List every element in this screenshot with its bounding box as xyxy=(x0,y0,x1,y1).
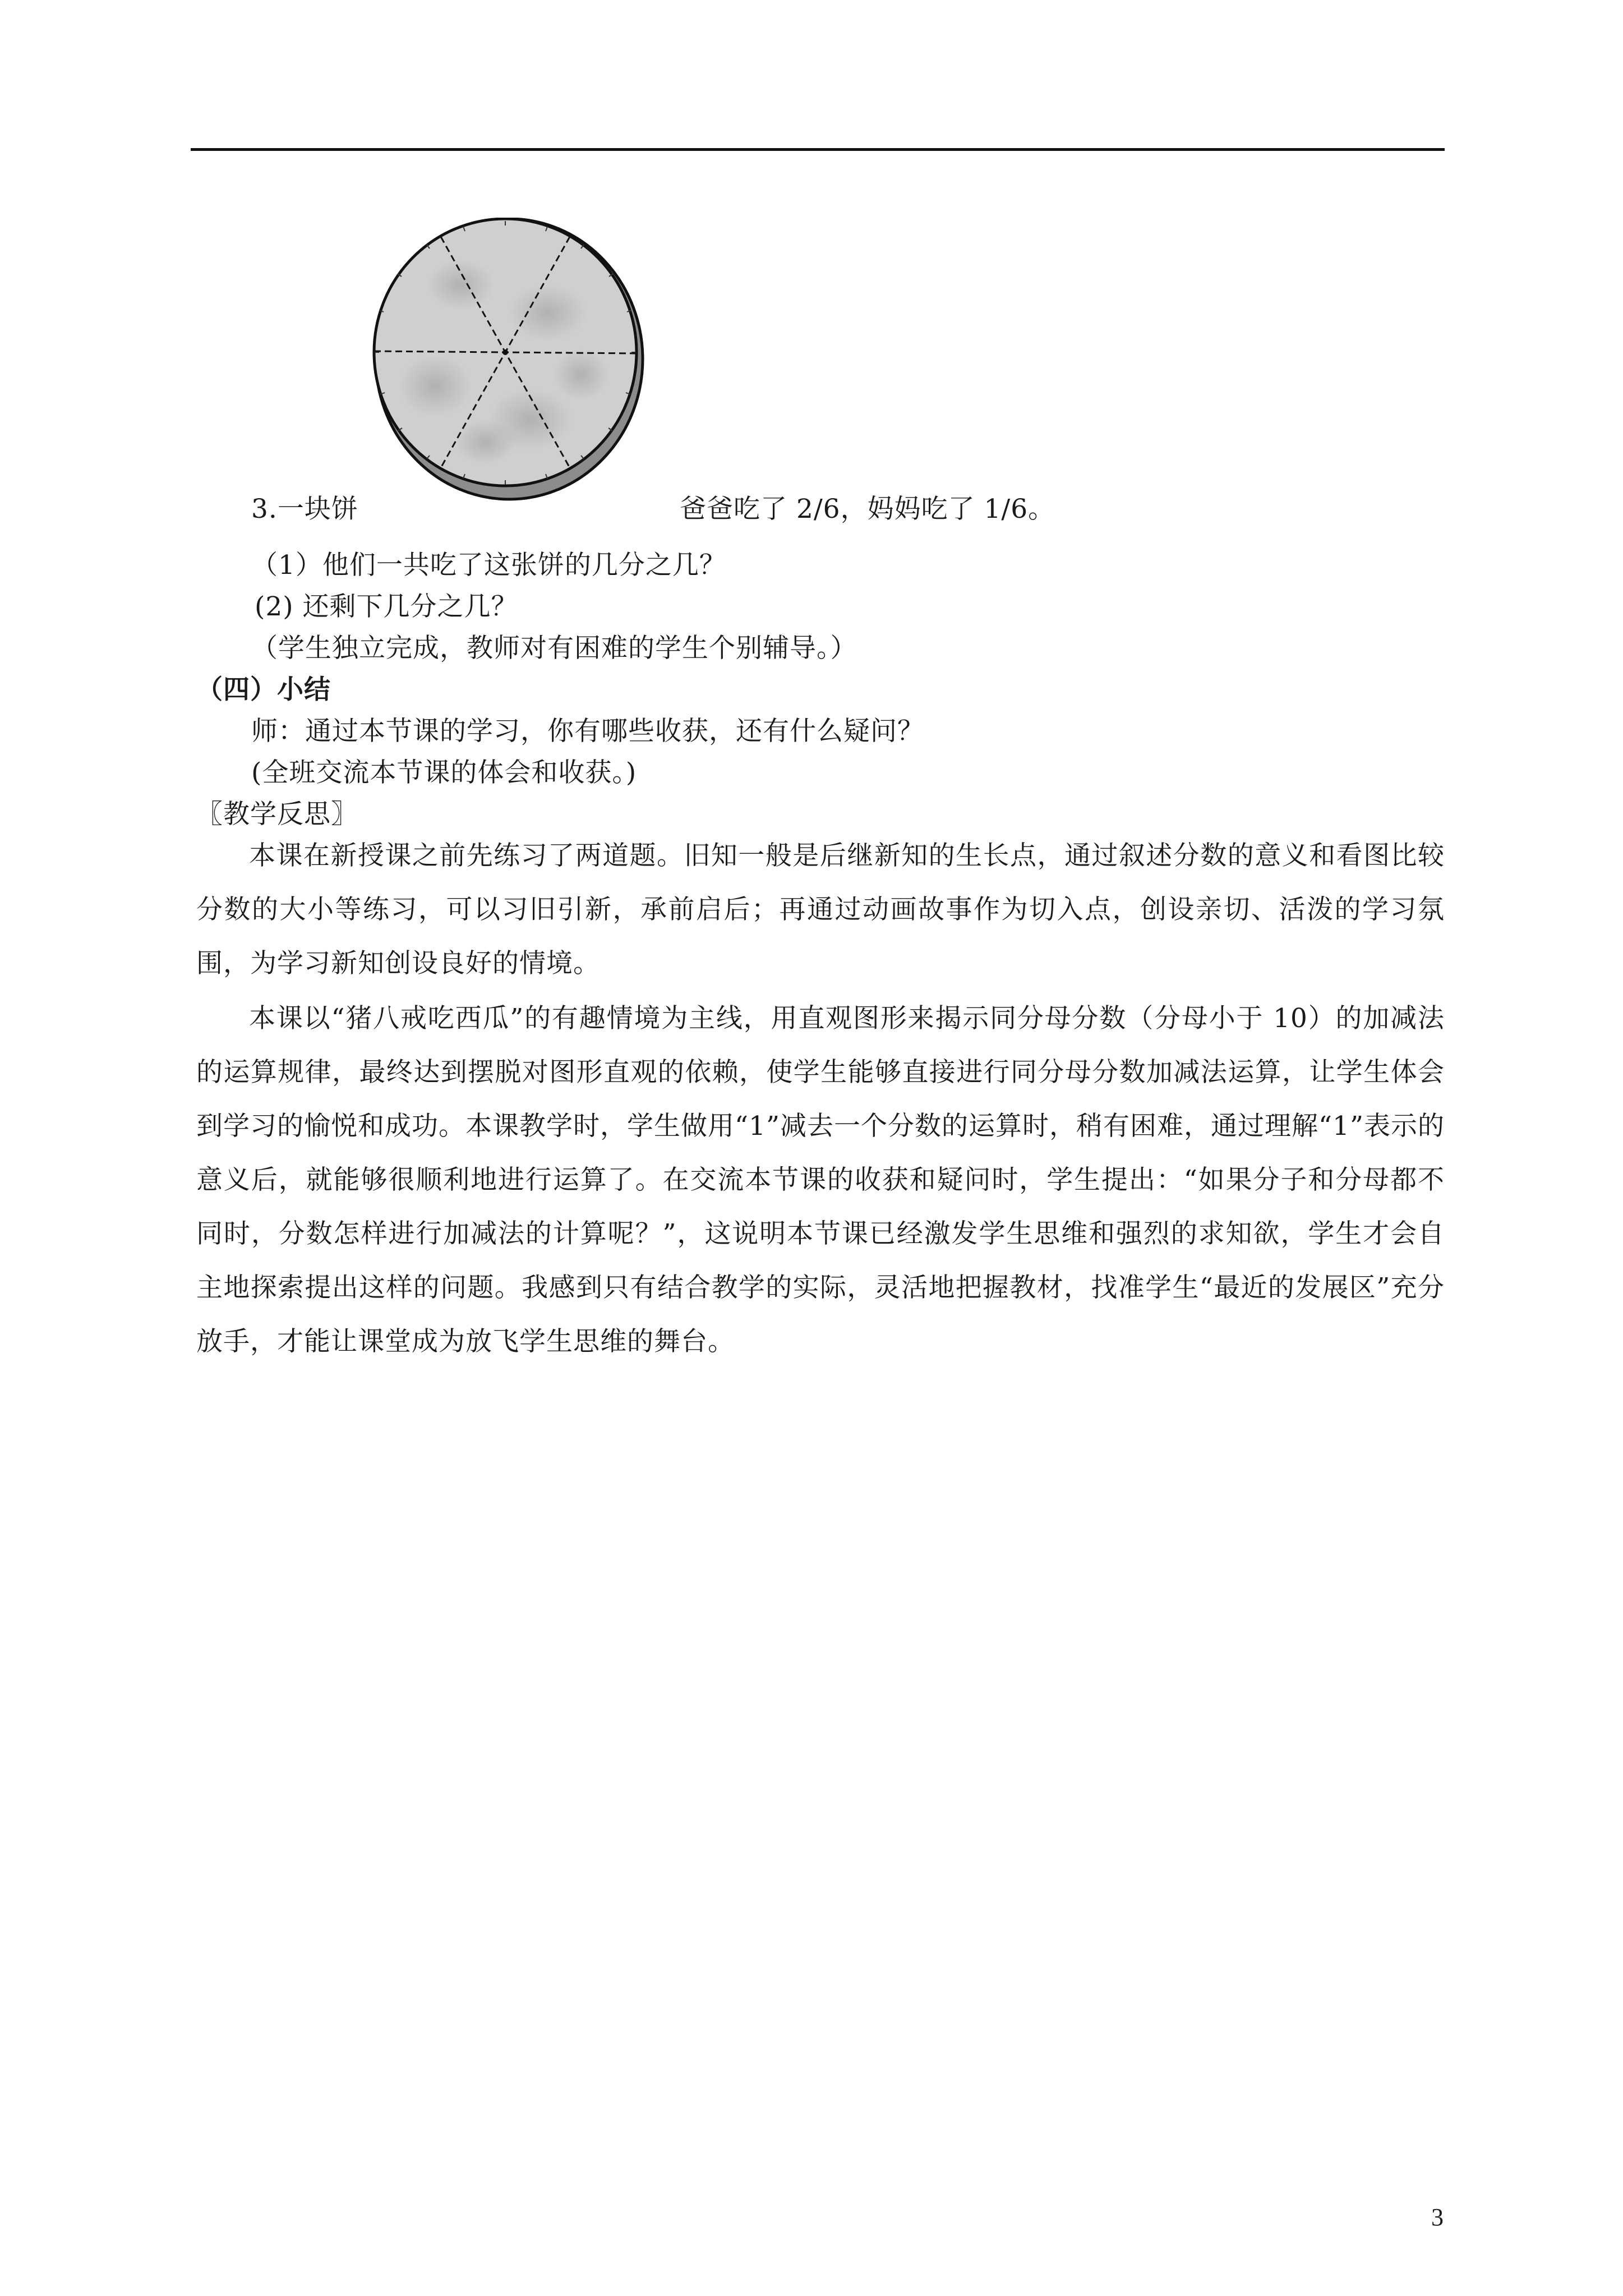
reflection-heading: 〖教学反思〗 xyxy=(196,799,358,830)
reflection-paragraph-2: 本课以“猪八戒吃西瓜”的有趣情境为主线，用直观图形来揭示同分母分数（分母小于 10）的加减法的运算规律，最终达到摆脱对图形直观的依赖，使学生能够直接进行同分母分数加减法运算，让学生体会到学习的愉悦和成功。本课教学时，学生做用“1”减去一个分数的运算时，稍有困难，通过理解“1”表示的意义后，就能够很顺利地进行运算了。在交流本节课的收获和疑问时，学生提出：“如果分子和分母都不同时，分数怎样进行加减法的计算呢？”，这说明本节课已经激发学生思维和强烈的求知欲，学生才会自主地探索提出这样的问题。我感到只有结合教学的实际，灵活地把握教材，找准学生“最近的发展区”充分放手，才能让课堂成为放飞学生思维的舞台。 xyxy=(196,1003,1445,1357)
practice-note: （学生独立完成，教师对有困难的学生个别辅导。） xyxy=(251,633,857,664)
pie-illustration xyxy=(362,218,651,509)
teacher-question: 师：通过本节课的学习，你有哪些收获，还有什么疑问？ xyxy=(251,716,924,747)
question-1: （1）他们一共吃了这张饼的几分之几？ xyxy=(251,550,726,581)
class-discussion-note: (全班交流本节课的体会和收获。) xyxy=(251,757,637,788)
page-number: 3 xyxy=(1431,2203,1444,2231)
problem-3-statement: 爸爸吃了 2/6，妈妈吃了 1/6。 xyxy=(680,494,1055,524)
problem-3-lead: 3.一块饼 xyxy=(251,494,358,524)
question-2: (2) 还剩下几分之几？ xyxy=(255,591,518,622)
summary-heading: （四）小结 xyxy=(196,674,331,705)
reflection-paragraph-1: 本课在新授课之前先练习了两道题。旧知一般是后继新知的生长点，通过叙述分数的意义和看图比较分数的大小等练习，可以习旧引新，承前启后；再通过动画故事作为切入点，创设亲切、活泼的学习氛围，为学习新知创设良好的情境。 xyxy=(196,840,1445,979)
header-rule xyxy=(191,148,1445,151)
